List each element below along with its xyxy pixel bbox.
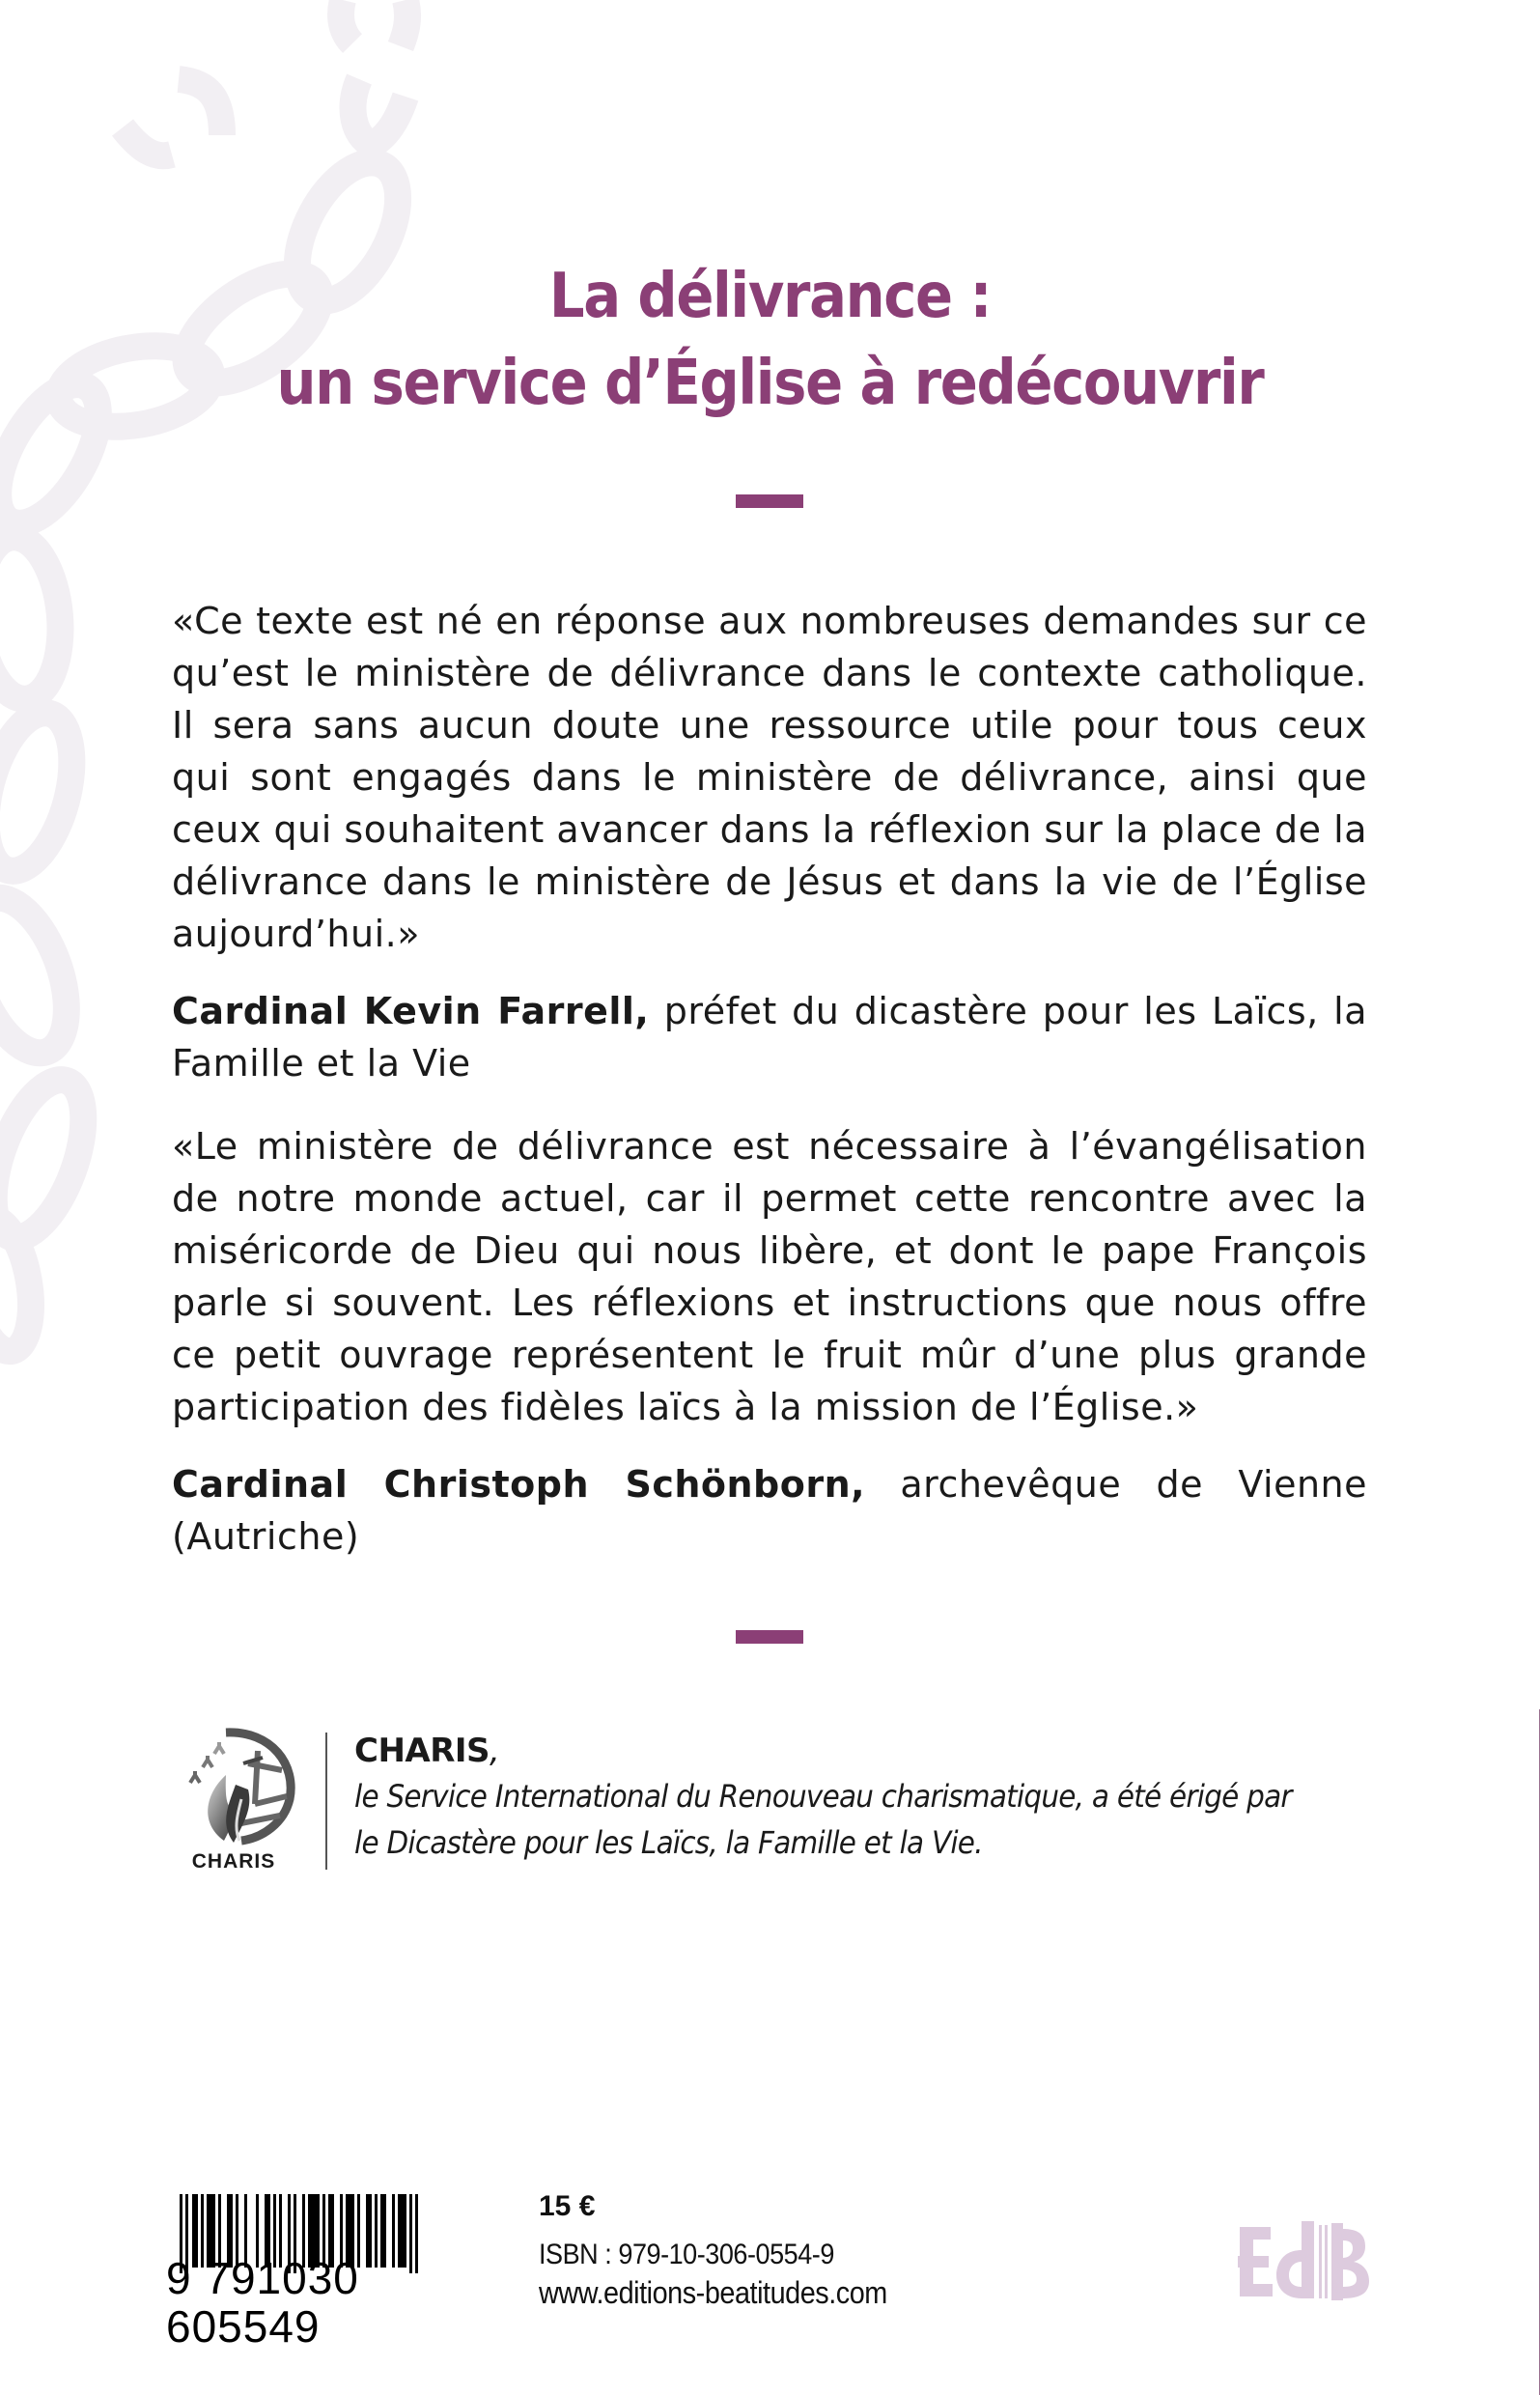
book-title bbox=[77, 253, 1464, 427]
charis-description-line-2: le Dicastère pour les Laïcs, la Famille et la Vie. bbox=[354, 1824, 983, 1861]
isbn-barcode bbox=[166, 2190, 508, 2352]
charis-name bbox=[354, 1729, 1378, 1773]
charis-description-block bbox=[354, 1729, 1378, 1866]
divider-top bbox=[736, 494, 803, 508]
attribution-farrell bbox=[172, 985, 1367, 1089]
quote-farrell: «Ce texte est né en réponse aux nombreuses demandes sur ce qu’est le ministère de délivrance dans le contexte catholique. Il sera sans aucun doute une ressource utile pour tous ceux qui sont engagés dans le ministère de délivrance, ainsi que ceux qui souhaitent avancer dans la réflexion sur la place de la délivrance dans le ministère de Jésus et dans la vie de l’Église aujourd’hui.» bbox=[172, 600, 1367, 955]
author-name-schonborn: Cardinal Christoph Schönborn, bbox=[172, 1463, 866, 1506]
charis-logo-label: CHARIS bbox=[191, 1850, 276, 1873]
isbn-number: ISBN : 979-10-306-0554-9 bbox=[539, 2239, 834, 2270]
title-line-2: un service d’Église à redécouvrir bbox=[276, 348, 1264, 419]
author-role-schonborn: archevêque de Vienne (Autriche) bbox=[172, 1463, 1367, 1558]
edb-publisher-logo-icon bbox=[1238, 2221, 1373, 2303]
charis-description-line-1: le Service International du Renouveau charismatique, a été érigé par bbox=[354, 1778, 1292, 1815]
title-line-1: La délivrance : bbox=[548, 261, 992, 332]
charis-separator bbox=[325, 1733, 327, 1870]
charis-logo bbox=[166, 1727, 301, 1872]
barcode-digits: 9 791030 605549 bbox=[166, 2253, 359, 2352]
charis-name-text: CHARIS bbox=[354, 1732, 490, 1770]
divider-bottom bbox=[736, 1630, 803, 1644]
quote-schonborn: «Le ministère de délivrance est nécessaire à l’évangélisation de notre monde actuel, car il permet cette rencontre avec la miséricorde de Dieu qui nous libère, et dont le pape François parle si souvent. Les réflexions et instructions que nous offre ce petit ouvrage représentent le fruit mûr d’une plus grande participation des fidèles laïcs à la mission de l’Église.» bbox=[172, 1125, 1367, 1428]
publisher-website: www.editions-beatitudes.com bbox=[539, 2275, 887, 2310]
charis-emblem-icon bbox=[166, 1727, 301, 1847]
author-name-farrell: Cardinal Kevin Farrell, bbox=[172, 990, 650, 1032]
price: 15 € bbox=[539, 2190, 596, 2222]
author-role-farrell: préfet du dicastère pour les Laïcs, la Famille et la Vie bbox=[172, 990, 1367, 1085]
charis-name-comma: , bbox=[490, 1732, 500, 1770]
attribution-schonborn bbox=[172, 1458, 1367, 1563]
